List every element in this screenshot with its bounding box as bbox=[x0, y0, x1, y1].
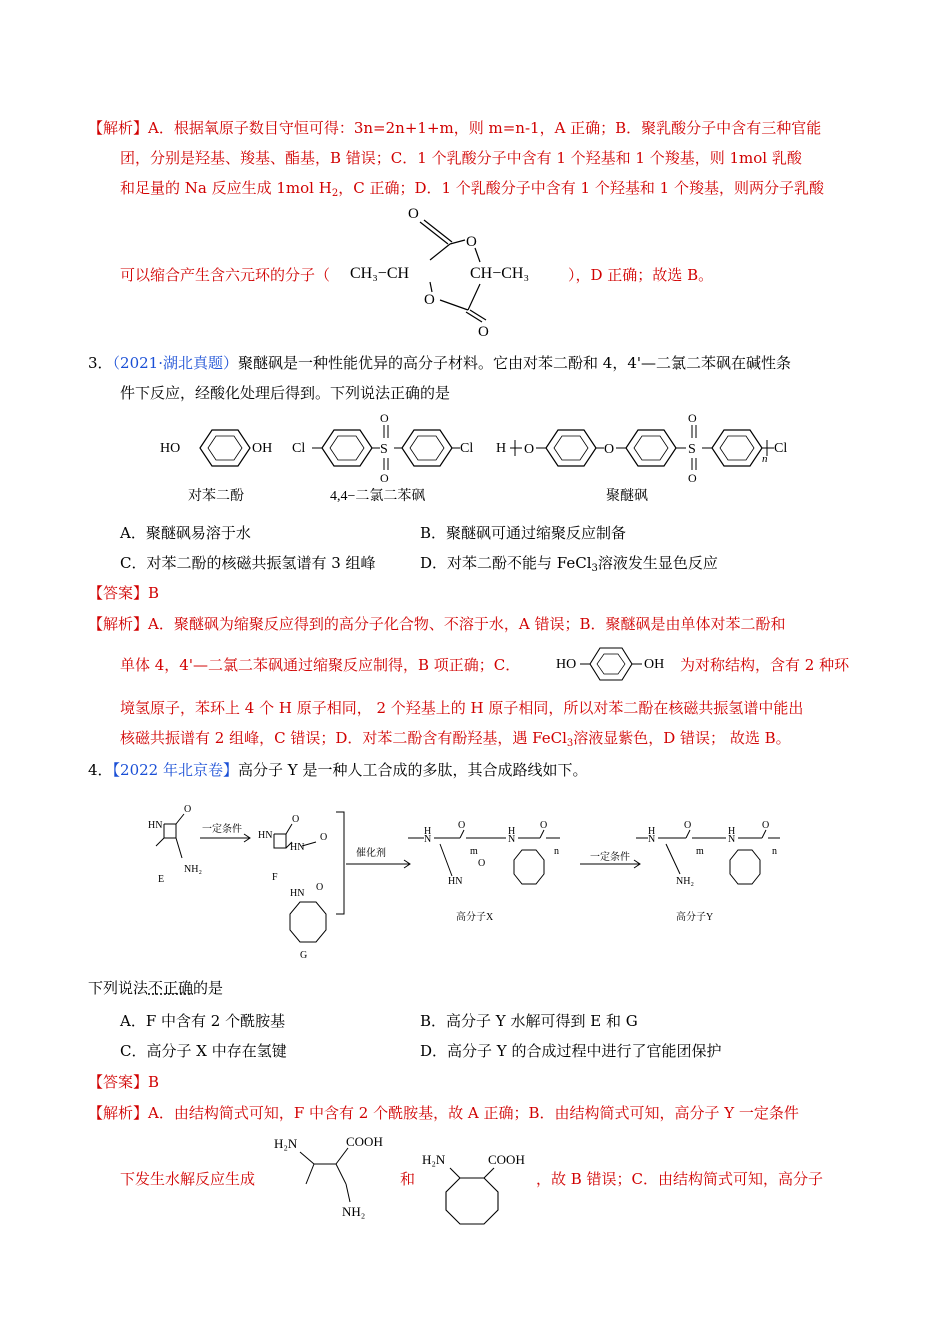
q2-analysis-line4-post: ），D 正确；故选 B。 bbox=[568, 266, 714, 284]
svg-text:O: O bbox=[380, 411, 389, 425]
analysis-tag: 【解析】 bbox=[88, 119, 149, 137]
svg-text:H: H bbox=[496, 441, 507, 456]
svg-text:S: S bbox=[688, 442, 696, 457]
q4-option-b[interactable]: B．高分子 Y 水解可得到 E 和 G bbox=[420, 1012, 638, 1030]
svg-text:n: n bbox=[772, 846, 777, 857]
svg-text:H: H bbox=[728, 826, 736, 837]
polyethersulfone-structure bbox=[496, 411, 787, 504]
svg-text:O: O bbox=[604, 442, 615, 457]
ch3-ch-left: CH₃−CH bbox=[350, 265, 410, 282]
q3-stem-line2: 件下反应，经酸化处理后得到。下列说法正确的是 bbox=[120, 384, 451, 402]
svg-text:NH₂: NH₂ bbox=[342, 1204, 366, 1219]
q3-option-b[interactable]: B．聚醚砜可通过缩聚反应制备 bbox=[420, 524, 627, 542]
svg-text:HN: HN bbox=[148, 820, 163, 831]
svg-text:Cl: Cl bbox=[460, 441, 474, 456]
condition-1: 一定条件 bbox=[202, 824, 242, 835]
ch-ch3-right: CH−CH₃ bbox=[470, 265, 530, 282]
hydroquinone-structure bbox=[160, 430, 272, 504]
q3-analysis-line4: 核磁共振谱有 2 组峰，C 错误；D．对苯二酚含有酚羟基，遇 FeCl$_3$溶液显紫色，D 错误； 故选 B。 bbox=[120, 729, 791, 749]
svg-text:HO: HO bbox=[160, 441, 181, 456]
ring-o-right: O bbox=[466, 234, 477, 250]
label-g: G bbox=[300, 950, 308, 961]
question-number: 4． bbox=[88, 761, 113, 779]
svg-text:OH: OH bbox=[252, 441, 273, 456]
q3-analysis-line2-post: 为对称结构，含有 2 种环 bbox=[680, 656, 850, 674]
caption-hydroquinone: 对苯二酚 bbox=[188, 489, 244, 504]
q2-analysis-line2: 团，分别是羟基、羧基、酯基，B 错误；C．1 个乳酸分子中含有 1 个羟基和 1 个羧基，则 1mol 乳酸 bbox=[120, 149, 802, 167]
svg-text:S: S bbox=[380, 442, 388, 457]
svg-text:O: O bbox=[380, 471, 389, 485]
q4-analysis-and: 和 bbox=[400, 1170, 416, 1188]
q4-option-d[interactable]: D．高分子 Y 的合成过程中进行了官能团保护 bbox=[420, 1042, 722, 1060]
svg-text:HN: HN bbox=[258, 830, 273, 841]
question-number: 3． bbox=[88, 354, 113, 372]
q3-figure bbox=[150, 410, 810, 510]
q2-analysis-line4-pre: 可以缩合产生含六元环的分子（ bbox=[120, 266, 331, 284]
svg-text:m: m bbox=[470, 846, 478, 857]
q3-analysis-line1: 【解析】A．聚醚砜为缩聚反应得到的高分子化合物、不溶于水，A 错误；B．聚醚砜是由单体对苯二酚和 bbox=[88, 615, 786, 633]
svg-text:N: N bbox=[424, 834, 432, 845]
svg-text:n: n bbox=[762, 453, 768, 465]
svg-text:NH₂: NH₂ bbox=[184, 864, 202, 875]
q4-option-a[interactable]: A．F 中含有 2 个酰胺基 bbox=[120, 1012, 286, 1030]
condition-2: 一定条件 bbox=[590, 852, 630, 863]
hydroquinone-inline bbox=[552, 646, 682, 682]
svg-text:OH: OH bbox=[644, 657, 665, 672]
label-x: 高分子X bbox=[456, 912, 494, 923]
lactide-structure bbox=[340, 200, 580, 340]
svg-text:N: N bbox=[648, 834, 656, 845]
q3-analysis-line2-pre: 单体 4，4'—二氯二苯砜通过缩聚反应制得，B 项正确；C． bbox=[120, 656, 521, 674]
svg-text:O: O bbox=[316, 882, 324, 893]
q4-question: 下列说法不正确的是 bbox=[88, 979, 224, 997]
label-e: E bbox=[158, 874, 165, 885]
q3-option-a[interactable]: A．聚醚砜易溶于水 bbox=[120, 524, 251, 542]
q3-answer: 【答案】B bbox=[88, 584, 160, 602]
svg-text:COOH: COOH bbox=[488, 1152, 525, 1167]
q4-stem: 4．【2022 年北京卷】高分子 Y 是一种人工合成的多肽，其合成路线如下。 bbox=[88, 761, 588, 779]
q4-analysis-line2-post: ，故 B 错误；C．由结构简式可知，高分子 bbox=[536, 1170, 824, 1188]
svg-text:HO: HO bbox=[556, 657, 577, 672]
svg-text:HN: HN bbox=[448, 876, 463, 887]
q4-analysis-line2-pre: 下发生水解反应生成 bbox=[120, 1170, 256, 1188]
svg-text:O: O bbox=[292, 814, 300, 825]
svg-text:HN: HN bbox=[290, 888, 305, 899]
catalyst-label: 催化剂 bbox=[356, 848, 386, 859]
svg-text:m: m bbox=[696, 846, 704, 857]
hydrolysis-product-2 bbox=[420, 1148, 540, 1228]
svg-text:O: O bbox=[688, 411, 697, 425]
svg-text:O: O bbox=[320, 832, 328, 843]
carbonyl-o-bottom: O bbox=[478, 324, 489, 340]
svg-text:Cl: Cl bbox=[292, 441, 306, 456]
q4-answer: 【答案】B bbox=[88, 1073, 160, 1091]
svg-text:O: O bbox=[688, 471, 697, 485]
q2-analysis-line3: 和足量的 Na 反应生成 1mol $H_2$，C 正确；D．1 个乳酸分子中含有 1 个羟基和 1 个羧基，则两分子乳酸 bbox=[120, 179, 824, 199]
svg-text:O: O bbox=[524, 442, 535, 457]
emphasized-not-correct: 不正确 bbox=[148, 979, 194, 997]
label-y: 高分子Y bbox=[676, 912, 714, 923]
svg-text:O: O bbox=[184, 804, 192, 815]
q4-option-c[interactable]: C．高分子 X 中存在氢键 bbox=[120, 1042, 287, 1060]
svg-text:O: O bbox=[458, 820, 466, 831]
question-source: 【2022 年北京卷】 bbox=[112, 761, 238, 779]
hydrolysis-product-1 bbox=[270, 1132, 400, 1222]
svg-text:N: N bbox=[728, 834, 736, 845]
svg-text:H₂N: H₂N bbox=[422, 1152, 446, 1167]
svg-text:H: H bbox=[508, 826, 516, 837]
question-source: （2021·湖北真题） bbox=[112, 354, 238, 372]
label-f: F bbox=[272, 872, 278, 883]
svg-text:H₂N: H₂N bbox=[274, 1136, 298, 1151]
q3-option-c[interactable]: C．对苯二酚的核磁共振氢谱有 3 组峰 bbox=[120, 554, 376, 572]
svg-text:COOH: COOH bbox=[346, 1134, 383, 1149]
svg-text:O: O bbox=[762, 820, 770, 831]
q4-synthesis-route bbox=[140, 798, 780, 968]
carbonyl-o-top: O bbox=[408, 206, 419, 222]
svg-text:N: N bbox=[508, 834, 516, 845]
svg-text:Cl: Cl bbox=[774, 441, 788, 456]
ring-o-left: O bbox=[424, 292, 435, 308]
caption-dichlorosulfone: 4,4−二氯二苯砜 bbox=[330, 489, 426, 504]
svg-text:n: n bbox=[554, 846, 559, 857]
svg-text:H: H bbox=[424, 826, 432, 837]
q3-analysis-line3: 境氢原子，苯环上 4 个 H 原子相同， 2 个羟基上的 H 原子相同，所以对苯二酚在核磁共振氢谱中能出 bbox=[120, 699, 804, 717]
caption-polyethersulfone: 聚醚砜 bbox=[606, 489, 648, 504]
svg-text:O: O bbox=[684, 820, 692, 831]
q3-option-d[interactable]: D．对苯二酚不能与 FeCl$_3$溶液发生显色反应 bbox=[420, 554, 718, 574]
svg-text:H: H bbox=[648, 826, 656, 837]
q3-stem-line1: 3．（2021·湖北真题）聚醚砜是一种性能优异的高分子材料。它由对苯二酚和 4，4'—二氯二苯砜在碱性条 bbox=[88, 354, 791, 372]
svg-text:HN: HN bbox=[290, 842, 305, 853]
svg-text:NH₂: NH₂ bbox=[676, 876, 694, 887]
dichlorosulfone-structure bbox=[292, 411, 473, 504]
q4-analysis-line1: 【解析】A．由结构简式可知，F 中含有 2 个酰胺基，故 A 正确；B．由结构简式可知，高分子 Y 一定条件 bbox=[88, 1104, 799, 1122]
q2-analysis-line1: 【解析】A．根据氧原子数目守恒可得：3n=2n+1+m，则 m=n-1，A 正确；B．聚乳酸分子中含有三种官能 bbox=[88, 119, 822, 137]
svg-text:O: O bbox=[478, 858, 486, 869]
svg-text:O: O bbox=[540, 820, 548, 831]
